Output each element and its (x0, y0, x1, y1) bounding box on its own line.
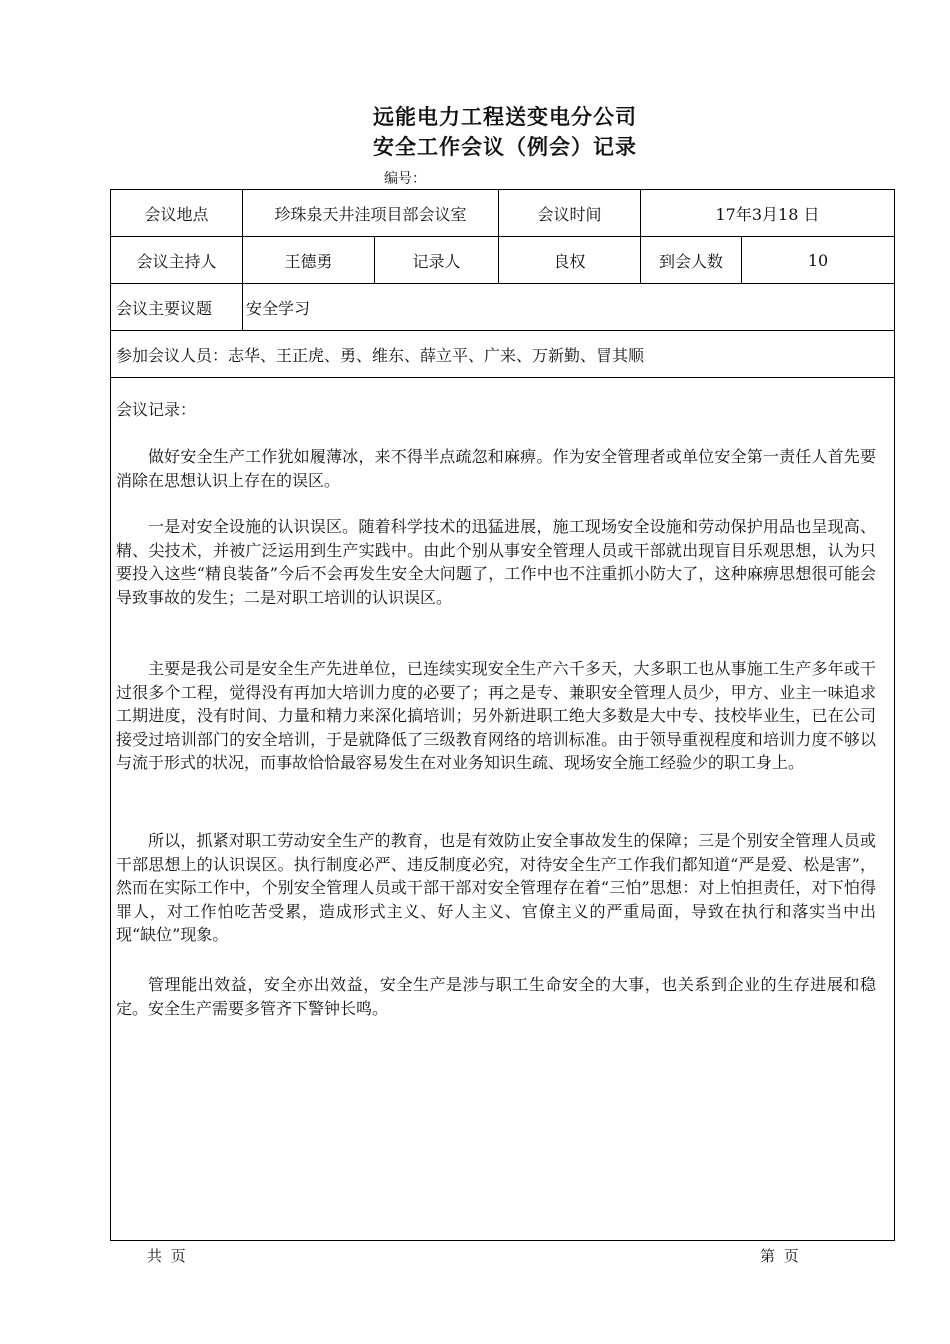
record-paragraph: 管理能出效益，安全亦出效益，安全生产是涉与职工生命安全的大事，也关系到企业的生存进展和稳定。安全生产需要多管齐下警钟长鸣。 (116, 975, 876, 1018)
location-label: 会议地点 (144, 204, 209, 224)
recorder-label: 记录人 (412, 251, 461, 271)
attendance-value: 10 (807, 250, 829, 270)
record-paragraph: 主要是我公司是安全生产先进单位，已连续实现安全生产六千多天，大多职工也从事施工生产多年或干过很多个工程，觉得没有再加大培训力度的必要了；再之是专、兼职安全管理人员少，甲方、业主一味追求工期进度，没有时间、力量和精力来深化搞培训；另外新进职工绝大多数是大中专、技校毕业生，已在公司接受过培训部门的安全培训，于是就降低了三级教育网络的培训标准。由于领导重视程度和培训力度不够以与流于形式的状况，而事故恰恰最容易发生在对业务知识生疏、现场安全施工经验少的职工身上。 (116, 659, 876, 772)
total-pages: 共 页 (147, 1247, 188, 1265)
location-value: 珍珠泉天井洼项目部会议室 (274, 204, 467, 224)
company-title: 远能电力工程送变电分公司 (373, 105, 637, 129)
page-number: 第 页 (760, 1247, 801, 1265)
record-paragraph: 做好安全生产工作犹如履薄冰，来不得半点疏忽和麻痹。作为安全管理者或单位安全第一责任人首先要消除在思想认识上存在的误区。 (116, 447, 876, 490)
serial-number-label: 编号： (384, 171, 426, 187)
recorder-value: 良权 (553, 251, 586, 271)
participants: 参加会议人员：志华、王正虎、勇、维东、薛立平、广来、万新勤、冒其顺 (116, 345, 645, 365)
attendance-label: 到会人数 (658, 251, 723, 271)
record-paragraph: 所以，抓紧对职工劳动安全生产的教育，也是有效防止安全事故发生的保障；三是个别安全管理人员或干部思想上的认识误区。执行制度必严、违反制度必究，对待安全生产工作我们都知道“严是爱、松是害”，然而在实际工作中，个别安全管理人员或干部干部对安全管理存在着“三怕”思想：对上怕担责任，对下怕得罪人，对工作怕吃苦受累，造成形式主义、好人主义、官僚主义的严重局面，导致在执行和落实当中出现“缺位”现象。 (116, 831, 876, 944)
record-label: 会议记录： (116, 400, 197, 419)
record-paragraph: 一是对安全设施的认识误区。随着科学技术的迅猛进展，施工现场安全设施和劳动保护用品也呈现高、精、尖技术，并被广泛运用到生产实践中。由此个别从事安全管理人员或干部就出现盲目乐观思想，认为只要投入这些“精良装备”今后不会再发生安全大问题了，工作中也不注重抓小防大了，这种麻痹思想很可能会导致事故的发生；二是对职工培训的认识误区。 (116, 517, 876, 607)
host-value: 王德勇 (284, 251, 333, 271)
time-label: 会议时间 (537, 204, 602, 224)
time-value: 17年3月18 日 (715, 204, 820, 224)
topic-label: 会议主要议题 (116, 298, 213, 318)
host-label: 会议主持人 (136, 251, 217, 271)
document-title: 安全工作会议（例会）记录 (373, 135, 637, 159)
topic-value: 安全学习 (246, 298, 311, 318)
